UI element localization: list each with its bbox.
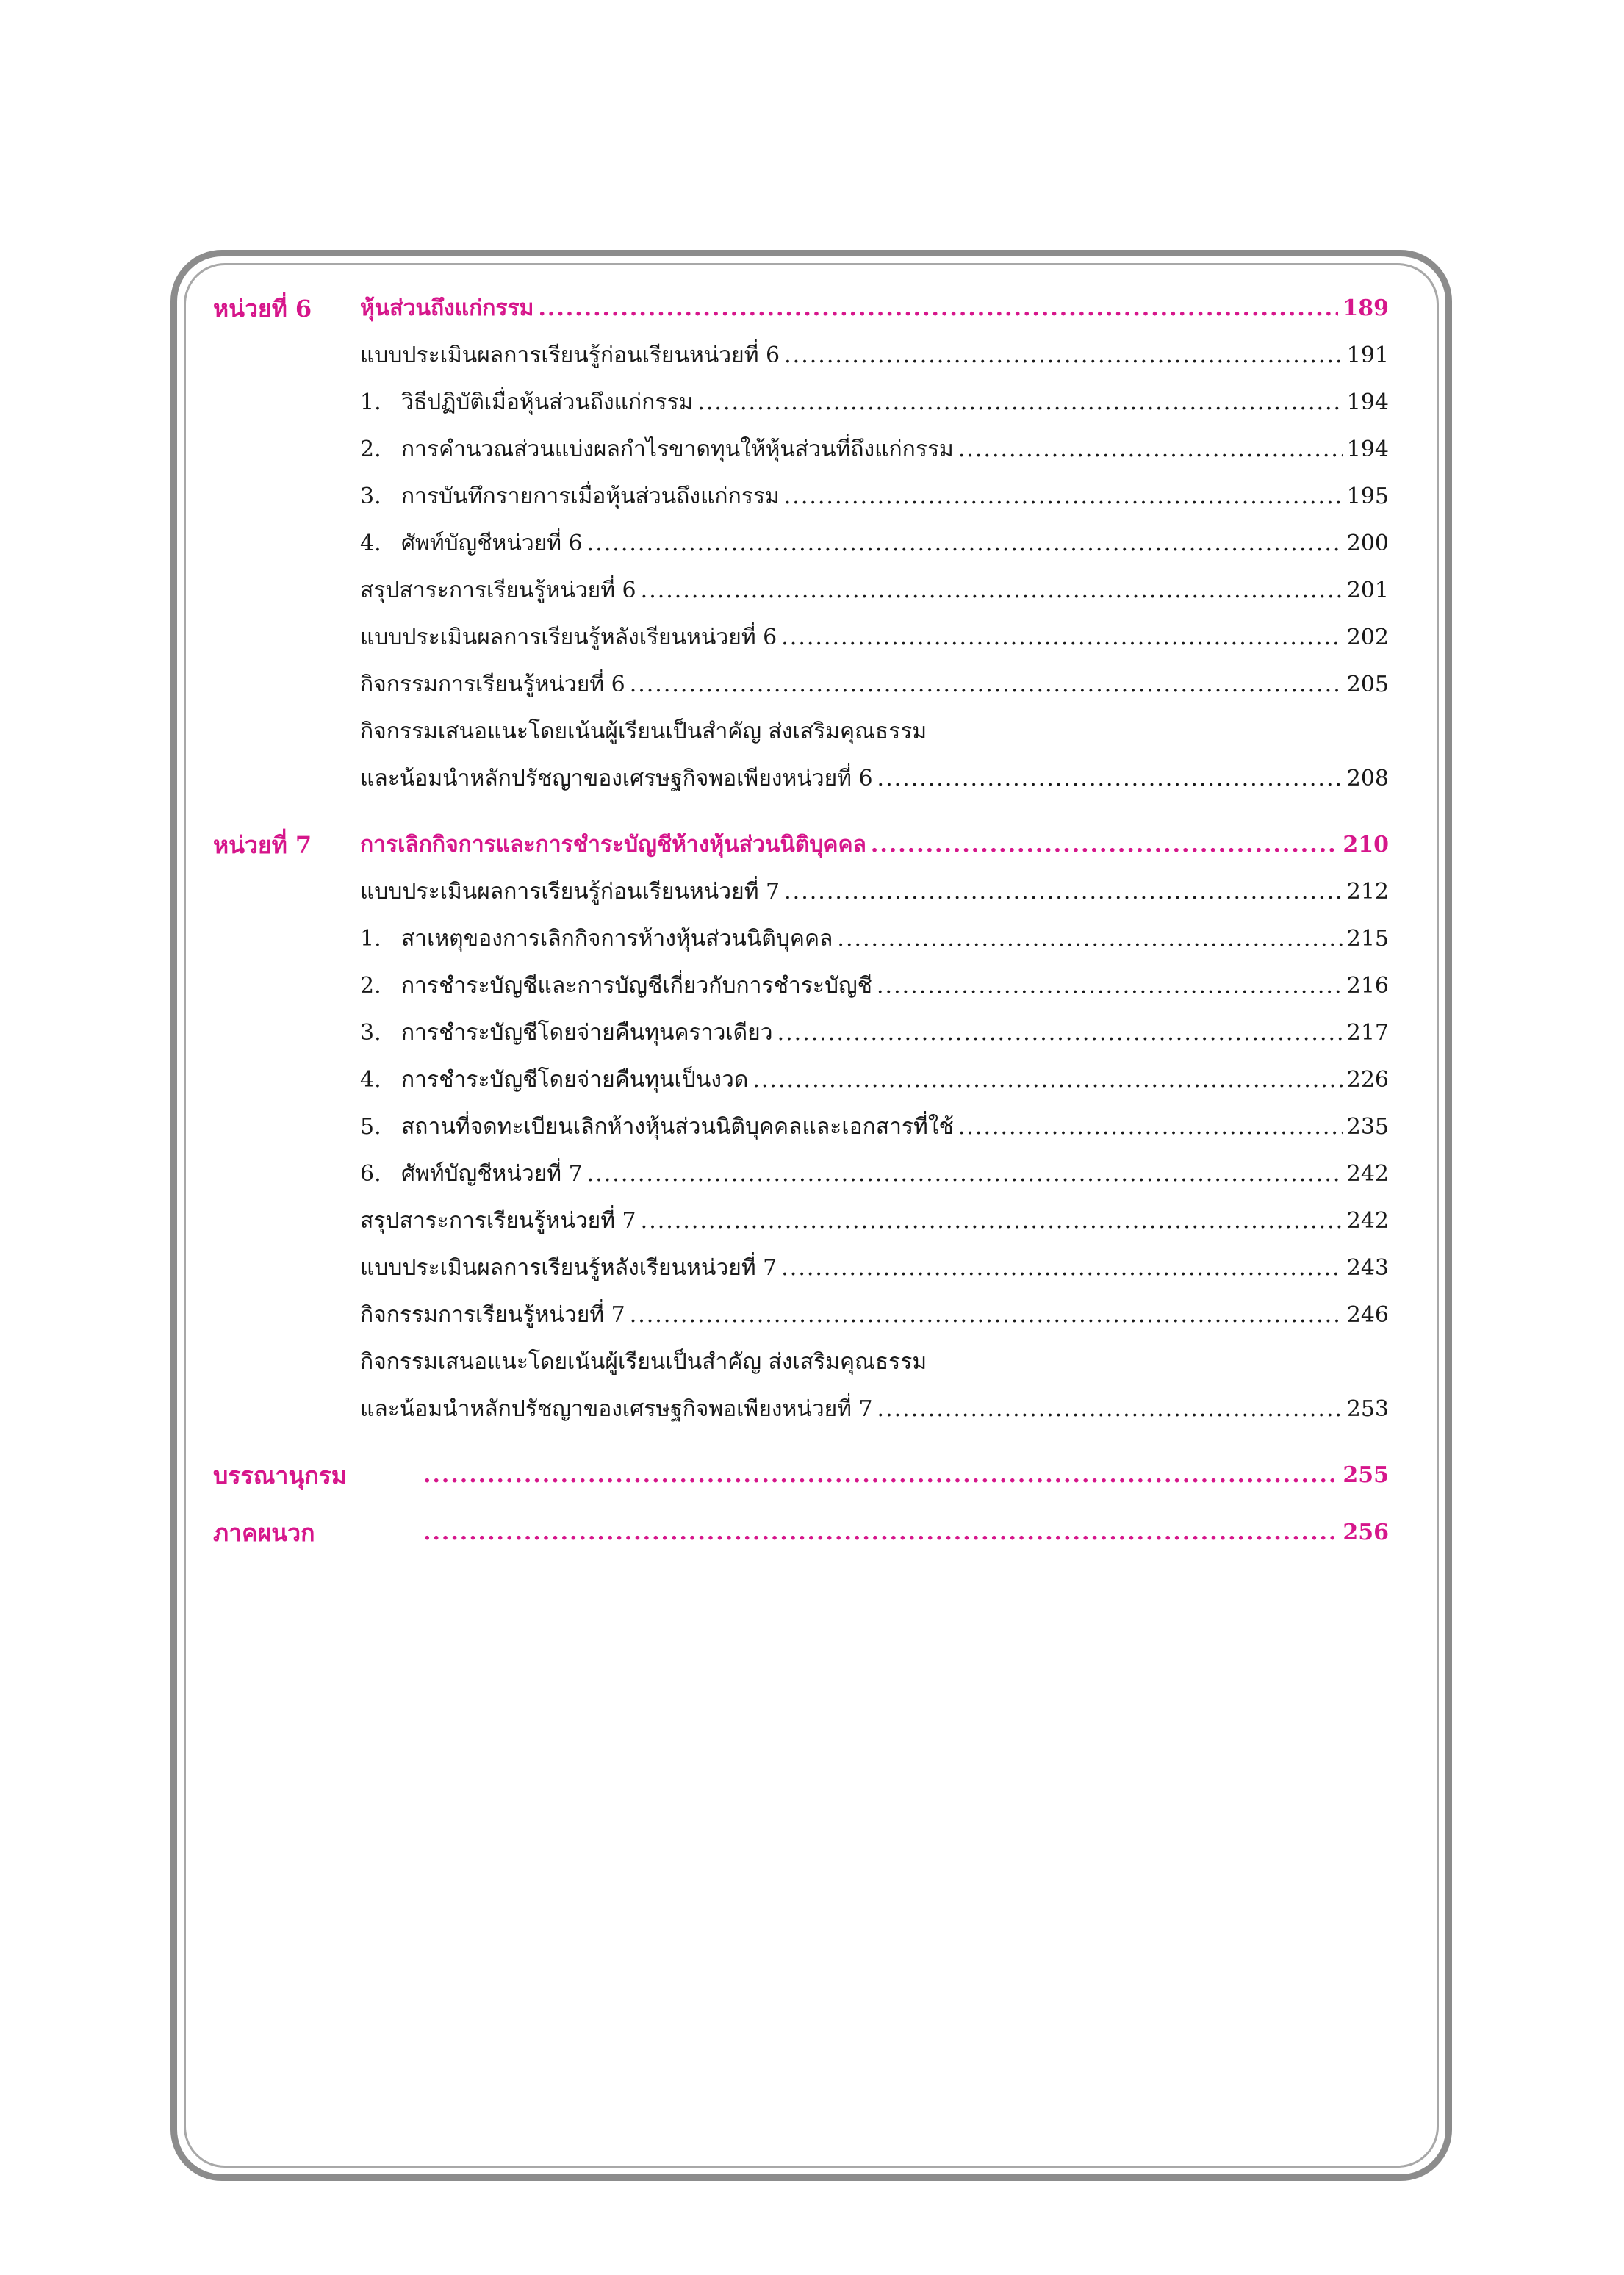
entry-text: กิจกรรมเสนอแนะโดยเน้นผู้เรียนเป็นสำคัญ ส่งเสริมคุณธรรม	[360, 1349, 927, 1375]
toc-entry[interactable]	[213, 1199, 1389, 1243]
leader-dots	[871, 823, 1338, 867]
entry-text: สรุปสาระการเรียนรู้หน่วยที่ 7	[360, 1208, 636, 1234]
entry-number: 2.	[360, 973, 381, 999]
bibliography-heading[interactable]	[213, 1453, 1389, 1498]
entry-text: การชำระบัญชีโดยจ่ายคืนทุนเป็นงวด	[401, 1067, 749, 1093]
leader-dots	[752, 1058, 1342, 1102]
toc-entry[interactable]	[213, 334, 1389, 378]
toc-entry[interactable]	[213, 757, 1389, 801]
entry-page: 253	[1346, 1396, 1389, 1422]
leader-dots	[538, 287, 1338, 331]
entry-page: 216	[1346, 973, 1389, 999]
leader-dots	[781, 1246, 1342, 1290]
unit-7-heading[interactable]	[213, 823, 1389, 867]
entry-number: 2.	[360, 436, 381, 462]
leader-dots	[877, 964, 1343, 1008]
toc-entry[interactable]	[213, 1152, 1389, 1196]
entry-text: กิจกรรมการเรียนรู้หน่วยที่ 7	[360, 1302, 625, 1328]
entry-text: การชำระบัญชีโดยจ่ายคืนทุนคราวเดียว	[401, 1020, 773, 1046]
appendix-label: ภาคผนวก	[213, 1519, 315, 1547]
entry-page: 212	[1346, 879, 1389, 905]
leader-dots	[877, 1387, 1343, 1431]
entry-text: แบบประเมินผลการเรียนรู้หลังเรียนหน่วยที่ 6	[360, 625, 777, 650]
entry-page: 246	[1346, 1302, 1389, 1328]
entry-text: ศัพท์บัญชีหน่วยที่ 6	[401, 531, 583, 556]
entry-number: 4.	[360, 1067, 381, 1093]
toc-entry[interactable]	[213, 381, 1389, 425]
entry-page: 242	[1346, 1161, 1389, 1187]
entry-text: และน้อมนำหลักปรัชญาของเศรษฐกิจพอเพียงหน่วยที่ 7	[360, 1396, 873, 1422]
entry-page: 202	[1346, 625, 1389, 650]
toc-entry[interactable]	[213, 475, 1389, 519]
entry-page: 235	[1346, 1114, 1389, 1140]
leader-dots	[784, 475, 1343, 519]
toc-entry-activity-line1[interactable]	[213, 1340, 1389, 1384]
leader-dots	[958, 428, 1343, 472]
toc-entry[interactable]	[213, 1058, 1389, 1102]
leader-dots	[837, 917, 1342, 961]
entry-text: กิจกรรมเสนอแนะโดยเน้นผู้เรียนเป็นสำคัญ ส่งเสริมคุณธรรม	[360, 719, 927, 744]
appendix-heading[interactable]	[213, 1511, 1389, 1555]
leader-dots	[641, 569, 1343, 613]
leader-dots	[877, 757, 1343, 801]
entry-page: 215	[1346, 926, 1389, 952]
toc-entry[interactable]	[213, 1246, 1389, 1290]
toc-entry-activity-line1[interactable]	[213, 710, 1389, 754]
entry-page: 205	[1346, 672, 1389, 697]
bibliography-label: บรรณานุกรม	[213, 1462, 347, 1489]
unit-6-heading[interactable]	[213, 287, 1389, 331]
leader-dots	[777, 1011, 1343, 1055]
toc-entry[interactable]	[213, 428, 1389, 472]
entry-number: 3.	[360, 1020, 381, 1046]
entry-page: 242	[1346, 1208, 1389, 1234]
entry-text: และน้อมนำหลักปรัชญาของเศรษฐกิจพอเพียงหน่วยที่ 6	[360, 766, 873, 791]
entry-text: การชำระบัญชีและการบัญชีเกี่ยวกับการชำระบัญชี	[401, 973, 873, 999]
toc-entry[interactable]	[213, 1105, 1389, 1149]
leader-dots	[587, 522, 1343, 566]
entry-number: 1.	[360, 926, 381, 952]
entry-text: การคำนวณส่วนแบ่งผลกำไรขาดทุนให้หุ้นส่วนที่ถึงแก่กรรม	[401, 436, 954, 462]
toc-entry[interactable]	[213, 1293, 1389, 1337]
entry-text: แบบประเมินผลการเรียนรู้หลังเรียนหน่วยที่ 7	[360, 1255, 777, 1281]
entry-text: แบบประเมินผลการเรียนรู้ก่อนเรียนหน่วยที่ 6	[360, 342, 780, 368]
entry-text: สรุปสาระการเรียนรู้หน่วยที่ 6	[360, 578, 636, 603]
entry-page: 200	[1346, 531, 1389, 556]
entry-page: 195	[1346, 484, 1389, 509]
entry-page: 201	[1346, 578, 1389, 603]
entry-text: ศัพท์บัญชีหน่วยที่ 7	[401, 1161, 583, 1187]
toc-entry[interactable]	[213, 522, 1389, 566]
unit-6-title: หุ้นส่วนถึงแก่กรรม	[360, 295, 534, 321]
leader-dots	[697, 381, 1342, 425]
entry-text: กิจกรรมการเรียนรู้หน่วยที่ 6	[360, 672, 625, 697]
entry-text: สาเหตุของการเลิกกิจการห้างหุ้นส่วนนิติบุคคล	[401, 926, 833, 952]
unit-7-title: การเลิกกิจการและการชำระบัญชีห้างหุ้นส่วนนิติบุคคล	[360, 832, 866, 858]
leader-dots	[958, 1105, 1343, 1149]
unit-6-label: หน่วยที่ 6	[213, 295, 312, 323]
leader-dots	[423, 1511, 1338, 1555]
leader-dots	[423, 1453, 1338, 1498]
leader-dots	[781, 616, 1342, 660]
entry-page: 217	[1346, 1020, 1389, 1046]
toc-entry[interactable]	[213, 917, 1389, 961]
unit-7-label: หน่วยที่ 7	[213, 831, 312, 859]
leader-dots	[784, 870, 1343, 914]
toc-entry[interactable]	[213, 663, 1389, 707]
entry-page: 194	[1346, 389, 1389, 415]
leader-dots	[630, 1293, 1343, 1337]
entry-text: สถานที่จดทะเบียนเลิกห้างหุ้นส่วนนิติบุคคลและเอกสารที่ใช้	[401, 1114, 954, 1140]
unit-6-page: 189	[1343, 295, 1389, 321]
toc-entry[interactable]	[213, 964, 1389, 1008]
toc-entry[interactable]	[213, 1011, 1389, 1055]
leader-dots	[784, 334, 1343, 378]
entry-page: 194	[1346, 436, 1389, 462]
entry-text: การบันทึกรายการเมื่อหุ้นส่วนถึงแก่กรรม	[401, 484, 780, 509]
leader-dots	[587, 1152, 1343, 1196]
entry-page: 208	[1346, 766, 1389, 791]
entry-page: 226	[1346, 1067, 1389, 1093]
unit-7-page: 210	[1343, 832, 1389, 858]
bibliography-page: 255	[1343, 1462, 1389, 1488]
leader-dots	[641, 1199, 1343, 1243]
toc-entry[interactable]	[213, 569, 1389, 613]
entry-number: 3.	[360, 484, 381, 509]
entry-number: 5.	[360, 1114, 381, 1140]
toc-entry[interactable]	[213, 616, 1389, 660]
entry-page: 243	[1346, 1255, 1389, 1281]
entry-text: วิธีปฏิบัติเมื่อหุ้นส่วนถึงแก่กรรม	[401, 389, 694, 415]
entry-text: แบบประเมินผลการเรียนรู้ก่อนเรียนหน่วยที่ 7	[360, 879, 780, 905]
toc-entry[interactable]	[213, 1387, 1389, 1431]
entry-number: 6.	[360, 1161, 381, 1187]
entry-number: 1.	[360, 389, 381, 415]
entry-page: 191	[1346, 342, 1389, 368]
entry-number: 4.	[360, 531, 381, 556]
leader-dots	[630, 663, 1343, 707]
toc-entry[interactable]	[213, 870, 1389, 914]
appendix-page: 256	[1343, 1520, 1389, 1545]
